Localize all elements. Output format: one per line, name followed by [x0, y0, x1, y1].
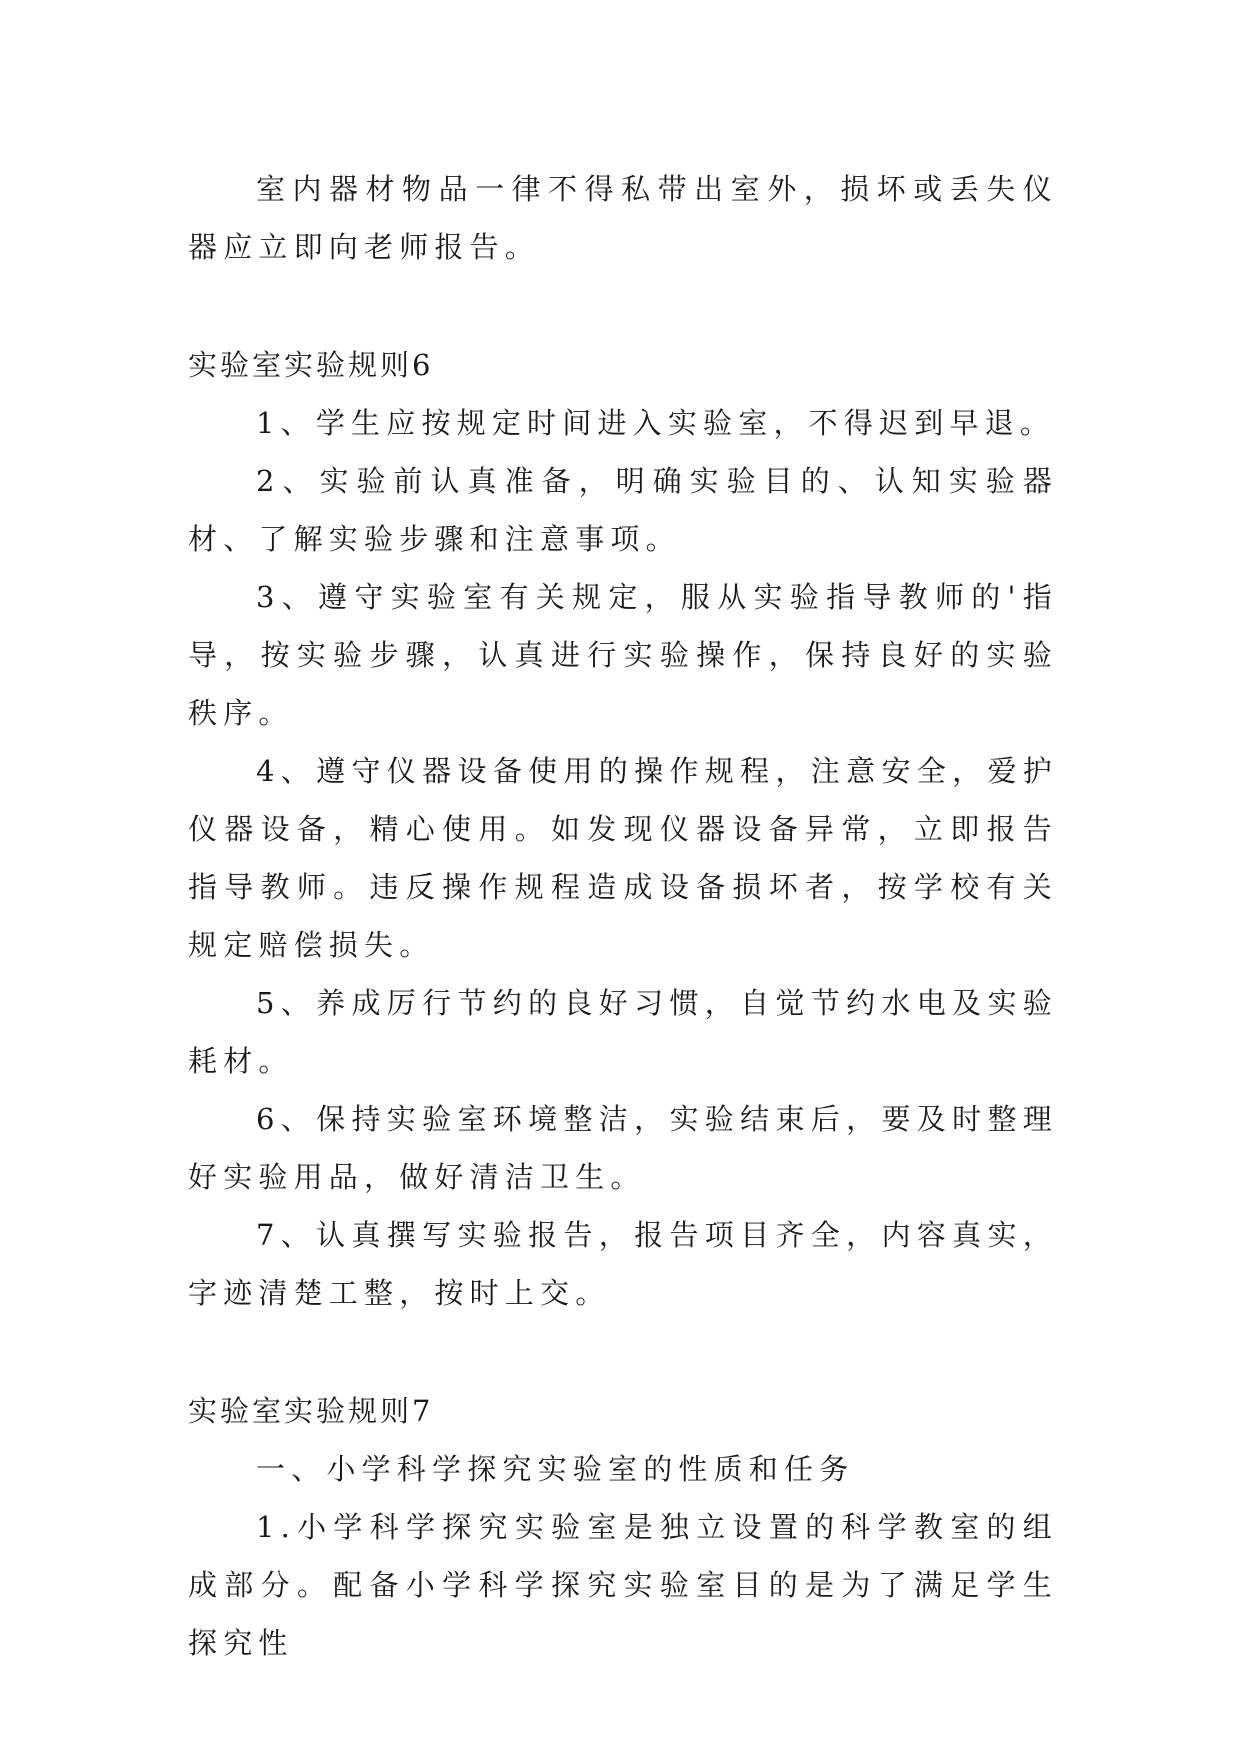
rule-6-item-7: 7、认真撰写实验报告，报告项目齐全，内容真实，字迹清楚工整，按时上交。: [188, 1218, 1058, 1310]
section-gap: [188, 1322, 1058, 1382]
section-6-title: 实验室实验规则6: [188, 348, 434, 382]
rule-6-item-5: 5、养成厉行节约的良好习惯，自觉节约水电及实验耗材。: [188, 986, 1058, 1078]
section-7-title: 实验室实验规则7: [188, 1394, 434, 1428]
rule-6-item-1: 1、学生应按规定时间进入实验室，不得迟到早退。: [256, 406, 1056, 440]
section-gap: [188, 276, 1058, 336]
rule-7-item-1: 一、小学科学探究实验室的性质和任务: [256, 1452, 855, 1486]
intro-paragraph: 室内器材物品一律不得私带出室外，损坏或丢失仪器应立即向老师报告。: [188, 172, 1058, 264]
rule-6-item-4: 4、遵守仪器设备使用的操作规程，注意安全，爱护仪器设备，精心使用。如发现仪器设备异常，立即报告指导教师。违反操作规程造成设备损坏者，按学校有关规定赔偿损失。: [188, 754, 1058, 962]
document-body: [188, 160, 1058, 1672]
rule-6-item-6: 6、保持实验室环境整洁，实验结束后，要及时整理好实验用品，做好清洁卫生。: [188, 1102, 1058, 1194]
rule-6-item-3: 3、遵守实验室有关规定，服从实验指导教师的'指导，按实验步骤，认真进行实验操作，保持良好的实验秩序。: [188, 580, 1058, 730]
rule-7-item-2: 1.小学科学探究实验室是独立设置的科学教室的组成部分。配备小学科学探究实验室目的是为了满足学生探究性: [188, 1510, 1058, 1660]
rule-6-item-2: 2、实验前认真准备，明确实验目的、认知实验器材、了解实验步骤和注意事项。: [188, 464, 1058, 556]
